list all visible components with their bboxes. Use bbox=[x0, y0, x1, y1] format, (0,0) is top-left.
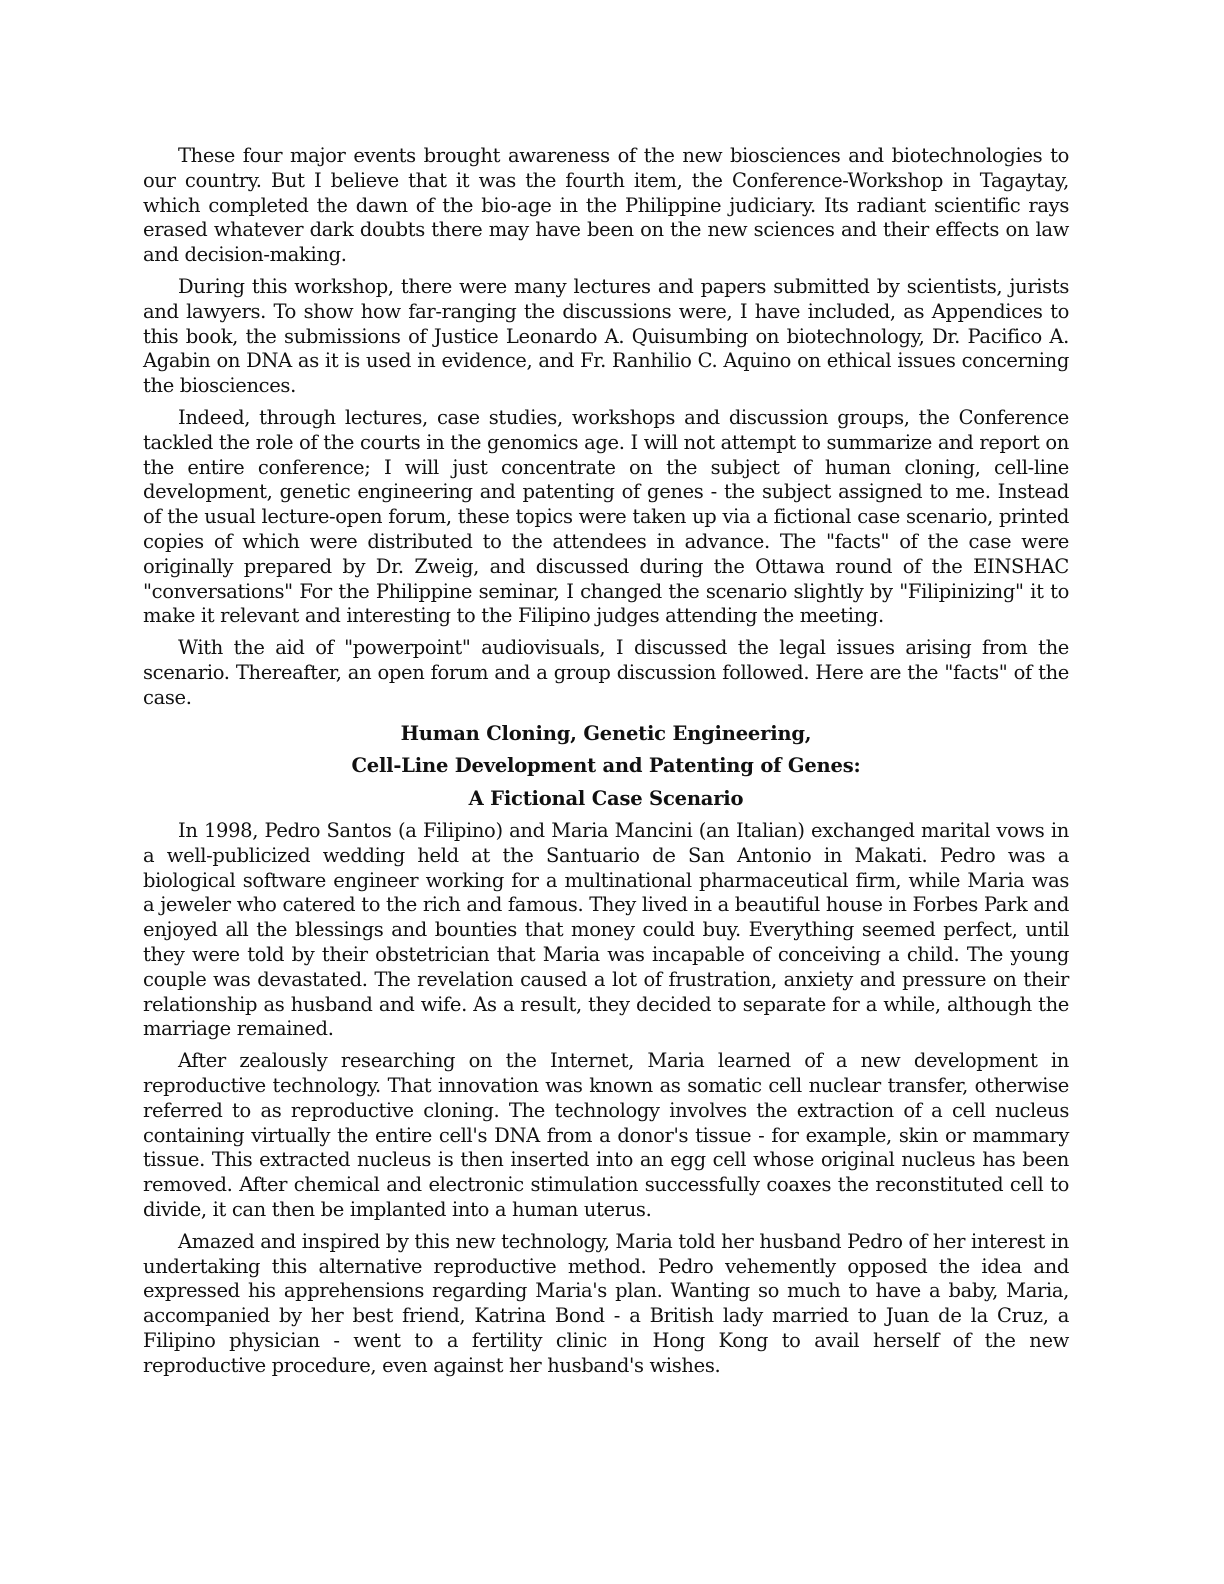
paragraph-conference-role: Indeed, through lectures, case studies, workshops and discussion groups, the Conference tackled the role of the courts in the genomics age. I will not attempt to summarize and report on the entire conference; I will just concentrate on the subject of human cloning, cell-line development, genetic engineering and patenting of genes - the subject assigned to me. Instead of the usual lecture-open forum, these topics were taken up via a fictional case scenario, printed copies of which were distributed to the attendees in advance. The "facts" of the case were originally prepared by Dr. Zweig, and discussed during the Ottawa round of the EINSHAC "conversations" For the Philippine seminar, I changed the scenario slightly by "Filipinizing" it to make it relevant and interesting to the Filipino judges attending the meeting. bbox=[143, 405, 1069, 628]
section-heading bbox=[143, 718, 1069, 816]
document-page bbox=[143, 144, 1069, 1386]
paragraph-hong-kong-clinic: Amazed and inspired by this new technology, Maria told her husband Pedro of her interest in undertaking this alternative reproductive method. Pedro vehemently opposed the idea and expressed his apprehensions regarding Maria's plan. Wanting so much to have a baby, Maria, accompanied by her best friend, Katrina Bond - a British lady married to Juan de la Cruz, a Filipino physician - went to a fertility clinic in Hong Kong to avail herself of the new reproductive procedure, even against her husband's wishes. bbox=[143, 1229, 1069, 1377]
paragraph-reproductive-cloning: After zealously researching on the Internet, Maria learned of a new development in reproductive technology. That innovation was known as somatic cell nuclear transfer, otherwise referred to as reproductive cloning. The technology involves the extraction of a cell nucleus containing virtually the entire cell's DNA from a donor's tissue - for example, skin or mammary tissue. This extracted nucleus is then inserted into an egg cell whose original nucleus has been removed. After chemical and electronic stimulation successfully coaxes the reconstituted cell to divide, it can then be implanted into a human uterus. bbox=[143, 1049, 1069, 1221]
heading-line-1: Human Cloning, Genetic Engineering, bbox=[400, 721, 812, 745]
paragraph-four-major-events: These four major events brought awareness of the new biosciences and biotechnologies to our country. But I believe that it was the fourth item, the Conference-Workshop in Tagaytay, which completed the dawn of the bio-age in the Philippine judiciary. Its radiant scientific rays erased whatever dark doubts there may have been on the new sciences and their effects on law and decision-making. bbox=[143, 144, 1069, 267]
paragraph-powerpoint: With the aid of "powerpoint" audiovisuals, I discussed the legal issues arising from the scenario. Thereafter, an open forum and a group discussion followed. Here are the "facts" of the case. bbox=[143, 636, 1069, 709]
heading-line-2: Cell-Line Development and Patenting of Genes: bbox=[351, 754, 861, 778]
heading-line-3: A Fictional Case Scenario bbox=[468, 786, 744, 810]
paragraph-workshop-lectures: During this workshop, there were many lectures and papers submitted by scientists, jurists and lawyers. To show how far-ranging the discussions were, I have included, as Appendices to this book, the submissions of Justice Leonardo A. Quisumbing on biotechnology, Dr. Pacifico A. Agabin on DNA as it is used in evidence, and Fr. Ranhilio C. Aquino on ethical issues concerning the biosciences. bbox=[143, 274, 1069, 398]
paragraph-pedro-maria-wedding: In 1998, Pedro Santos (a Filipino) and Maria Mancini (an Italian) exchanged marital vows in a well-publicized wedding held at the Santuario de San Antonio in Makati. Pedro was a biological software engineer working for a multinational pharmaceutical firm, while Maria was a jeweler who catered to the rich and famous. They lived in a beautiful house in Forbes Park and enjoyed all the blessings and bounties that money could buy. Everything seemed perfect, until they were told by their obstetrician that Maria was incapable of conceiving a child. The young couple was devastated. The revelation caused a lot of frustration, anxiety and pressure on their relationship as husband and wife. As a result, they decided to separate for a while, although the marriage remained. bbox=[143, 819, 1069, 1041]
